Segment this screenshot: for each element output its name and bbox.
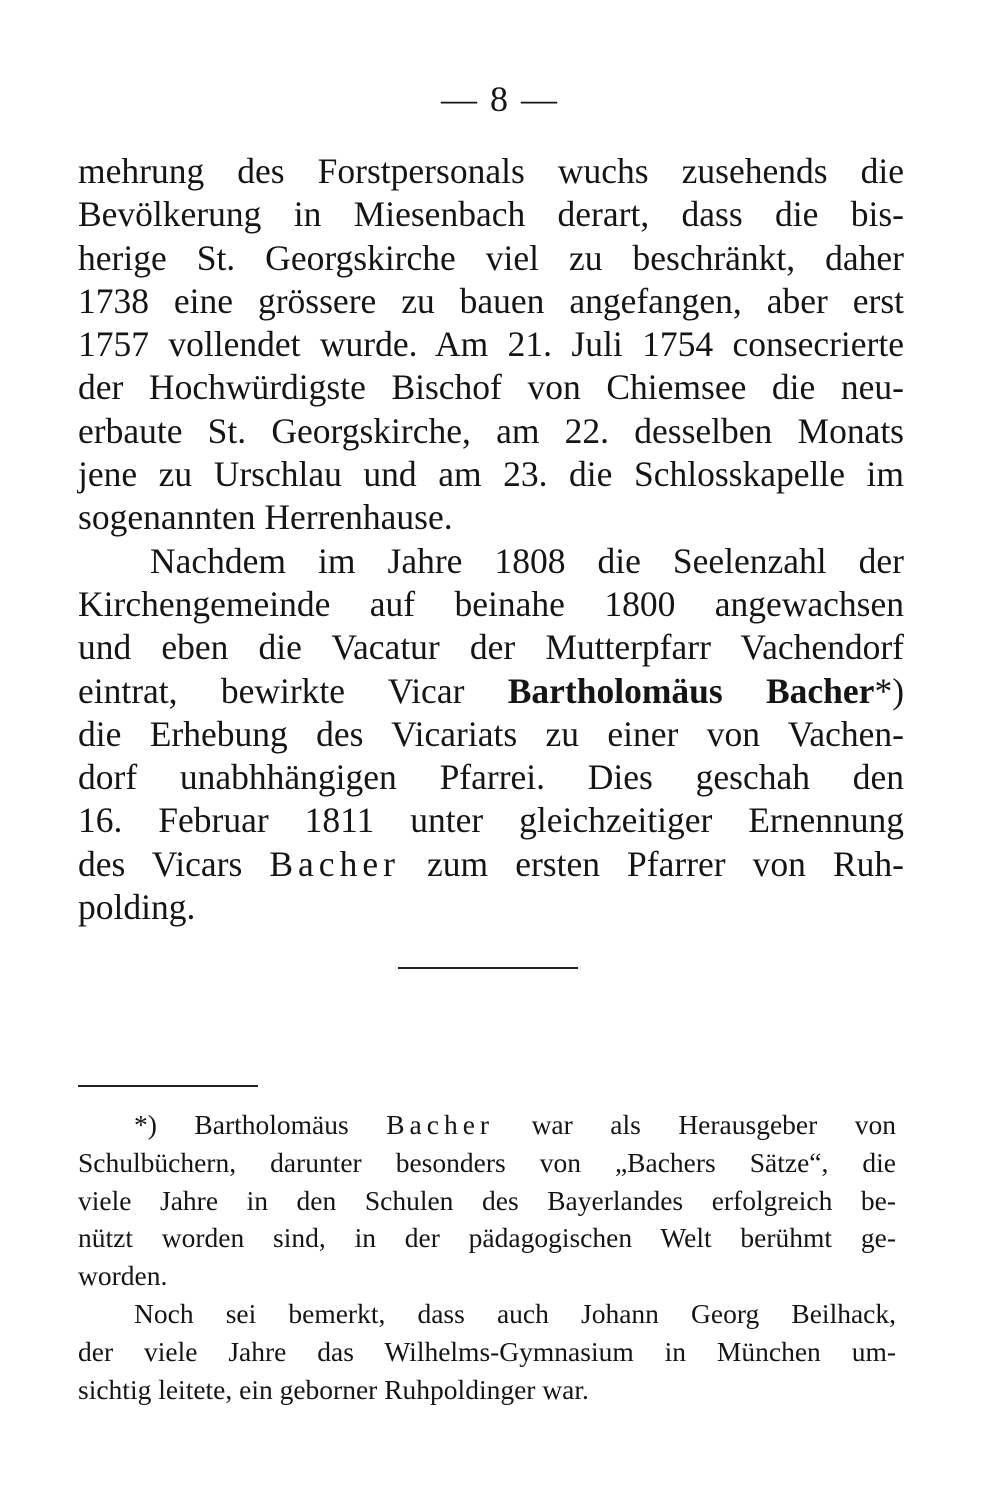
text-line: 1757 vollendet wurde. Am 21. Juli 1754 consecrierte [78,324,904,365]
paragraph-1 [78,150,904,540]
footnote-line: nützt worden sind, in der pädagogischen Welt berühmt ge- [78,1222,896,1254]
footnote-line: Noch sei bemerkt, dass auch Johann Georg Beilhack, [134,1297,896,1329]
person-name-bold: Bartholomäus Bacher [507,670,875,711]
text-segment: zum ersten Pfarrer von Ruh- [427,843,905,884]
text-line: die Erhebung des Vicariats zu einer von Vachen- [78,713,904,754]
text-segment: *) Bartholomäus [134,1109,349,1140]
footnote-marker: *) [874,670,905,711]
text-line: sogenannten Herrenhause. [78,497,453,538]
person-name-spaced: Bacher [386,1109,495,1140]
paragraph-2 [78,540,904,930]
page-number: — 8 — [441,79,559,119]
text-line: herige St. Georgskirche viel zu beschränkt, daher [78,237,904,278]
text-segment: eintrat, bewirkte Vicar [78,670,465,711]
text-line [78,843,904,886]
footnote-2 [78,1295,896,1408]
footnote-line [78,1106,896,1144]
text-line: Bevölkerung in Miesenbach derart, dass die bis- [78,194,904,235]
text-segment: war als Herausgeber von [531,1109,897,1140]
text-line: Kirchengemeinde auf beinahe 1800 angewachsen [78,583,904,624]
main-text [78,150,904,929]
text-segment: des Vicars [78,843,243,884]
footnote-line: Schulbüchern, darunter besonders von „Bachers Sätze“, die [78,1146,896,1178]
person-name-spaced: Bacher [269,843,400,884]
footnote-1 [78,1106,896,1295]
text-line: jene zu Urschlau und am 23. die Schlosskapelle im [78,454,904,495]
footnote-line: der viele Jahre das Wilhelms-Gymnasium in München um- [78,1335,896,1367]
text-line: und eben die Vacatur der Mutterpfarr Vachendorf [78,627,904,668]
footnote-line: sichtig leitete, ein geborner Ruhpoldinger war. [78,1373,589,1405]
footnote-line: worden. [78,1260,168,1292]
text-line: erbaute St. Georgskirche, am 22. desselben Monats [78,410,904,451]
text-line [78,670,904,713]
text-line: Nachdem im Jahre 1808 die Seelenzahl der [150,540,904,581]
text-line: 1738 eine grössere zu bauen angefangen, aber erst [78,280,904,321]
text-line: mehrung des Forstpersonals wuchs zusehends die [78,151,904,191]
text-line: polding. [78,887,196,928]
text-line: 16. Februar 1811 unter gleichzeitiger Ernennung [78,800,904,841]
text-line: der Hochwürdigste Bischof von Chiemsee die neu- [78,367,904,408]
section-divider [398,967,578,969]
text-line: dorf unabhhängigen Pfarrei. Dies geschah den [78,757,904,798]
footnotes [78,1106,896,1408]
footnote-divider [78,1085,258,1087]
footnote-line: viele Jahre in den Schulen des Bayerlandes erfolgreich be- [78,1184,896,1216]
